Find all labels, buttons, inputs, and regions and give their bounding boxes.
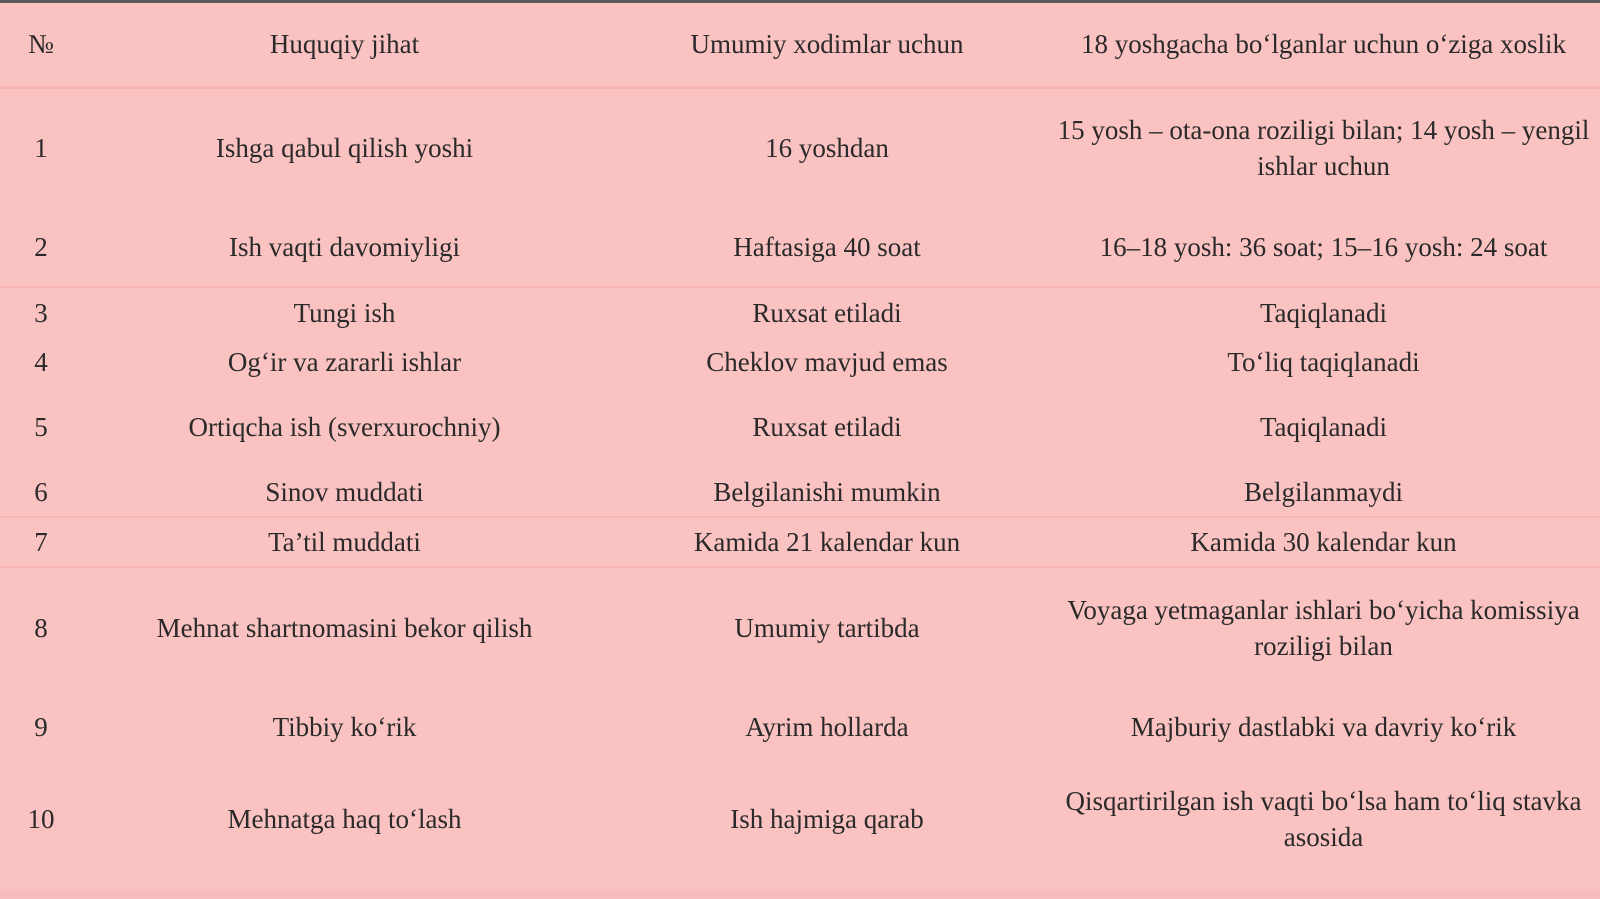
row-minor: Taqiqlanadi: [1259, 412, 1388, 442]
header-minor: 18 yoshgacha bo‘lganlar uchun o‘ziga xoslik: [1047, 3, 1600, 87]
table-row: [0, 567, 1600, 687]
bottom-band: [0, 889, 1600, 899]
row-aspect: Ta’til muddati: [82, 517, 607, 567]
row-general: Ish hajmiga qarab: [730, 803, 924, 834]
row-number: 8: [34, 612, 48, 643]
row-aspect: Sinov muddati: [82, 467, 607, 517]
row-aspect: Ish vaqti davomiyligi: [82, 207, 607, 287]
row-minor: Taqiqlanadi: [1259, 297, 1388, 328]
row-aspect: Ishga qabul qilish yoshi: [215, 132, 474, 163]
row-minor: To‘liq taqiqlanadi: [1227, 347, 1420, 377]
row-general: Kamida 21 kalendar kun: [607, 517, 1047, 567]
row-general: Ruxsat etiladi: [752, 412, 902, 442]
table-row: [0, 387, 1600, 467]
row-general: Ruxsat etiladi: [752, 297, 902, 328]
table-row: [0, 87, 1600, 207]
row-aspect: Ortiqcha ish (sverxurochniy): [188, 412, 501, 442]
labor-rights-comparison-table: [0, 3, 1600, 870]
row-minor: 15 yosh – ota-ona roziligi bilan; 14 yosh – yengil ishlar uchun: [1057, 114, 1590, 181]
row-general: Haftasiga 40 soat: [607, 207, 1047, 287]
row-general: Cheklov mavjud emas: [706, 347, 948, 377]
table-row: [0, 687, 1600, 767]
table-row: [0, 767, 1600, 870]
row-aspect: Tibbiy ko‘rik: [272, 712, 417, 742]
row-number: 4: [34, 347, 48, 377]
row-number: 3: [34, 297, 48, 328]
table-header-row: [0, 3, 1600, 87]
row-minor: Kamida 30 kalendar kun: [1047, 517, 1600, 567]
row-minor: Belgilanmaydi: [1047, 467, 1600, 517]
table-row: [0, 207, 1600, 287]
row-aspect: Mehnat shartnomasini bekor qilish: [156, 612, 533, 643]
row-minor: 16–18 yosh: 36 soat; 15–16 yosh: 24 soat: [1047, 207, 1600, 287]
row-minor: Majburiy dastlabki va davriy ko‘rik: [1130, 712, 1517, 742]
row-general: Belgilanishi mumkin: [607, 467, 1047, 517]
header-general: Umumiy xodimlar uchun: [607, 3, 1047, 87]
row-number: 1: [34, 132, 48, 163]
row-general: Ayrim hollarda: [745, 712, 909, 742]
row-number: 5: [34, 412, 48, 442]
row-number: 10: [27, 803, 55, 834]
row-number: 2: [0, 207, 82, 287]
row-number: 9: [34, 712, 48, 742]
row-general: 16 yoshdan: [765, 132, 889, 163]
row-aspect: Mehnatga haq to‘lash: [227, 803, 462, 834]
row-minor: Qisqartirilgan ish vaqti bo‘lsa ham to‘liq stavka asosida: [1065, 785, 1582, 852]
row-number: 7: [0, 517, 82, 567]
table-row: [0, 287, 1600, 337]
header-aspect: Huquqiy jihat: [82, 3, 607, 87]
table-row: [0, 337, 1600, 387]
row-number: 6: [0, 467, 82, 517]
row-general: Umumiy tartibda: [734, 612, 920, 643]
table-row: [0, 517, 1600, 567]
row-minor: Voyaga yetmaganlar ishlari bo‘yicha komissiya roziligi bilan: [1067, 594, 1580, 661]
header-number: №: [0, 3, 82, 87]
row-aspect: Og‘ir va zararli ishlar: [227, 347, 462, 377]
table-row: [0, 467, 1600, 517]
row-aspect: Tungi ish: [293, 297, 396, 328]
